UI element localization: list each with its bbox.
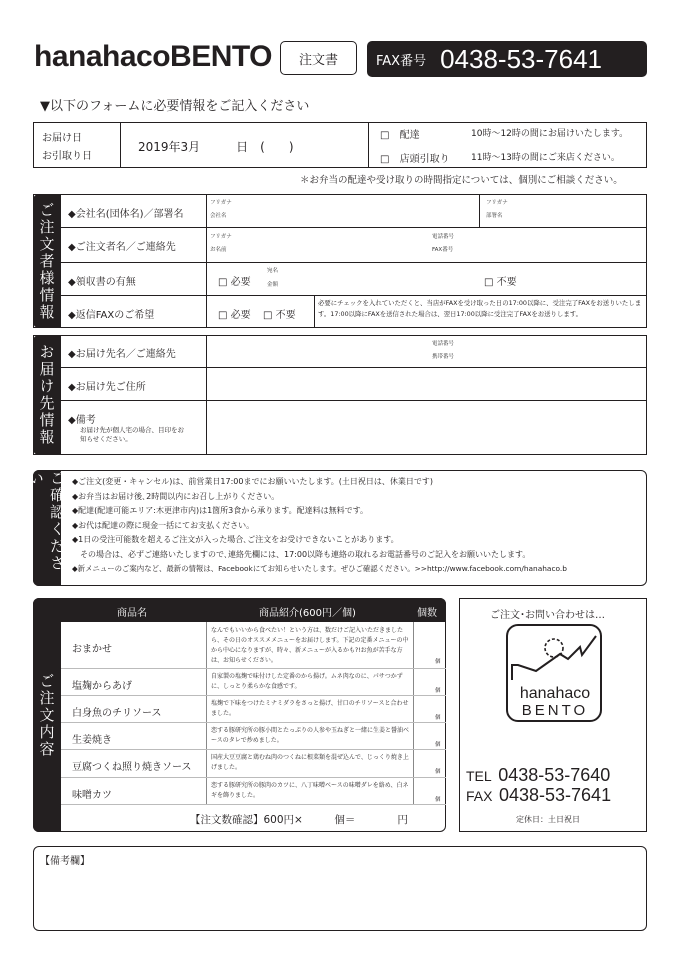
remarks-box[interactable] [33, 846, 647, 931]
order-row-desc: 自家製の塩麹で味付けした定番のから揚げ。ムネ肉なのに、パサつかずに、しっとり柔らかな食感です。 [211, 673, 403, 690]
closed-days: 定休日：土日祝日 [516, 815, 580, 824]
order-row-unit: 個 [435, 769, 441, 775]
fax-header-label: FAX番号 [376, 53, 427, 69]
col-qty: 個数 [417, 608, 437, 619]
confirm-item: ◆1日の受注可能数を超えるご注文が入った場合､ご注文をお受けできないことがあります。 [72, 535, 399, 544]
order-row-unit: 個 [435, 742, 441, 748]
receipt-need-checkbox[interactable]: □ 必要 [218, 277, 251, 288]
checkbox-icon[interactable]: □ [380, 130, 390, 141]
brand-logo [506, 624, 602, 722]
order-row-desc: なんでもいいから食べたい！という方は、数だけご記入いただきましたら、その日のオススメメニューをお届けします。下記の定番メニューの中から中心になりますが、時々、新メニューが入るかも?!お魚が苦手な方は、お知らせください。 [211, 627, 409, 664]
delivery-option-1[interactable] [380, 126, 629, 141]
order-section-title: ご注文内容 [33, 598, 61, 832]
confirm-list [72, 475, 644, 577]
furigana-dept: フリガナ [486, 200, 508, 206]
orderer-tel-sub: 電話番号 [432, 234, 455, 240]
receipt-noneed-checkbox[interactable]: □ 不要 [484, 277, 517, 288]
instruction-text: ▼以下のフォームに必要情報をご記入ください [40, 99, 310, 114]
confirm-item: ◆ご注文(変更・キャンセル)は、前営業日17:00までにお願いいたします。(土日祝日は、休業日です) [72, 477, 434, 486]
reply-fax-label: ◆返信FAXのご希望 [68, 310, 155, 321]
remarks-label: 【備考欄】 [40, 856, 90, 867]
receipt-label: ◆領収書の有無 [68, 277, 136, 288]
contact-tel-label: TEL [466, 768, 492, 784]
delivery-option-2-name: 店頭引取り [399, 154, 450, 165]
order-form-badge: 注文書 [280, 41, 357, 75]
fax-header-number: 0438-53-7641 [440, 43, 603, 74]
receipt-addressee-sub: 宛名 [267, 268, 279, 274]
delivery-option-1-desc: 10時〜12時の間にお届けいたします。 [471, 129, 629, 139]
confirm-item: ◆配達(配達可能エリア:木更津市内)は1箇所3食から承ります。配達料は無料です。 [72, 506, 368, 515]
order-table-header [61, 598, 446, 622]
contact-fax-number: 0438-53-7641 [498, 785, 612, 805]
order-row-name: おまかせ [72, 644, 112, 655]
dept-sub: 部署名 [486, 213, 503, 219]
delivery-date-value[interactable]: 2019年3月 日 ( ) [138, 140, 294, 154]
dest-remarks-label: ◆備考 [68, 415, 96, 426]
order-row-unit: 個 [435, 688, 441, 694]
dest-tel-sub: 電話番号 [432, 341, 455, 347]
order-row-name: 味噌カツ [72, 790, 112, 801]
dest-address-label: ◆お届け先ご住所 [68, 382, 146, 393]
reply-noneed-checkbox[interactable]: □ 不要 [263, 310, 296, 321]
destination-section-title: お届け先情報 [33, 335, 61, 455]
receipt-amount-sub: 金額 [267, 282, 279, 288]
orderer-fax-sub: FAX番号 [432, 247, 454, 253]
contact-tel-number: 0438-53-7640 [498, 765, 611, 785]
bento-box-icon [508, 628, 600, 683]
order-row-name: 生姜焼き [72, 735, 112, 746]
name-sub: お名前 [210, 247, 227, 253]
col-product-desc: 商品紹介(600円／個) [259, 608, 356, 619]
confirm-item: ◆お弁当はお届け後､2時間以内にお召し上がりください。 [72, 491, 280, 501]
confirm-section-title: ご確認ください [33, 470, 61, 586]
orderer-name-label: ◆ご注文者名／ご連絡先 [68, 242, 176, 253]
reply-need-checkbox[interactable]: □ 必要 [218, 310, 251, 321]
delivery-option-1-name: 配達 [399, 130, 420, 141]
delivery-option-2-desc: 11時〜13時の間にご来店ください。 [471, 153, 620, 163]
delivery-label-1: お届け日 [42, 133, 82, 144]
company-sub: 会社名 [210, 213, 227, 219]
order-total-line[interactable]: 【注文数確認】600円× 個＝ 円 [190, 814, 408, 826]
order-row-unit: 個 [435, 797, 441, 803]
order-row-unit: 個 [435, 715, 441, 721]
delivery-label-2: お引取り日 [42, 151, 92, 162]
confirm-item: その場合は、必ずご連絡いたしますので､連絡先欄には、17:00以降も連絡の取れるお電話番号のご記入をお願いいたします。 [72, 549, 531, 559]
order-row-unit: 個 [435, 659, 441, 665]
dest-name-label: ◆お届け先名／ご連絡先 [68, 349, 176, 360]
customer-section-title: ご注文者様情報 [33, 194, 61, 328]
contact-fax [466, 785, 611, 806]
furigana-name: フリガナ [210, 234, 232, 240]
logo-text-2: BENTO [521, 702, 589, 719]
delivery-option-2[interactable] [380, 150, 620, 165]
contact-fax-label: FAX [466, 788, 493, 804]
logo-text-1: hanahaco [519, 685, 591, 702]
company-label: ◆会社名(団体名)／部署名 [68, 209, 184, 220]
contact-tel [466, 765, 610, 786]
brand-title: hanahacoBENTO [34, 40, 272, 73]
order-row-name: 塩麹からあげ [72, 681, 132, 692]
contact-heading: ご注文･お問い合わせは… [490, 610, 605, 621]
order-row-desc: 恋する豚研究所の豚肉のカツに、八丁味噌ベースの味噌ダレを絡め、白ネギを飾りました。 [211, 782, 409, 799]
confirm-item: ◆新メニューのご案内など、最新の情報は、Facebookにてお知らせいたします。ぜひご確認ください。>>http://www.facebook.com/hanahaco.b [72, 564, 567, 573]
dest-mobile-sub: 携帯番号 [432, 354, 455, 360]
order-row-desc: 恋する豚研究所の豚小間とたっぷりの人参や玉ねぎと一緒に生姜と醤油ベースのタレで炒めました。 [211, 727, 410, 744]
order-row-desc: 塩麹で下味をつけたミナミダラをさっと揚げ、甘口のチリソースと合わせました。 [211, 700, 409, 717]
dest-remarks-note: お届け先が個人宅の場合、目印をお知らせください。 [80, 426, 184, 443]
checkbox-icon[interactable]: □ [380, 154, 390, 165]
order-row-name: 豆腐つくね照り焼きソース [72, 762, 192, 773]
reply-fax-note: 必要にチェックを入れていただくと、当店がFAXを受け取った日の17:00以降に、受注完了FAXをお送りいたします。17:00以降にFAXを送信された場合は、翌日17:00以降に受注完了FAXをお送りします。 [318, 299, 642, 318]
delivery-note: ＊お弁当の配達や受け取りの時間指定については、個別にご相談ください。 [300, 175, 623, 186]
order-row-name: 白身魚のチリソース [72, 708, 162, 719]
fax-header [367, 41, 647, 77]
order-row-desc: 国産大豆豆腐と鶏むね肉のつくねに根菜類を混ぜ込んで、じっくり焼き上げました。 [211, 754, 409, 771]
col-product-name: 商品名 [117, 608, 147, 619]
confirm-item: ◆お代は配達の際に現金一括にてお支払ください。 [72, 520, 255, 530]
furigana-company: フリガナ [210, 200, 232, 206]
